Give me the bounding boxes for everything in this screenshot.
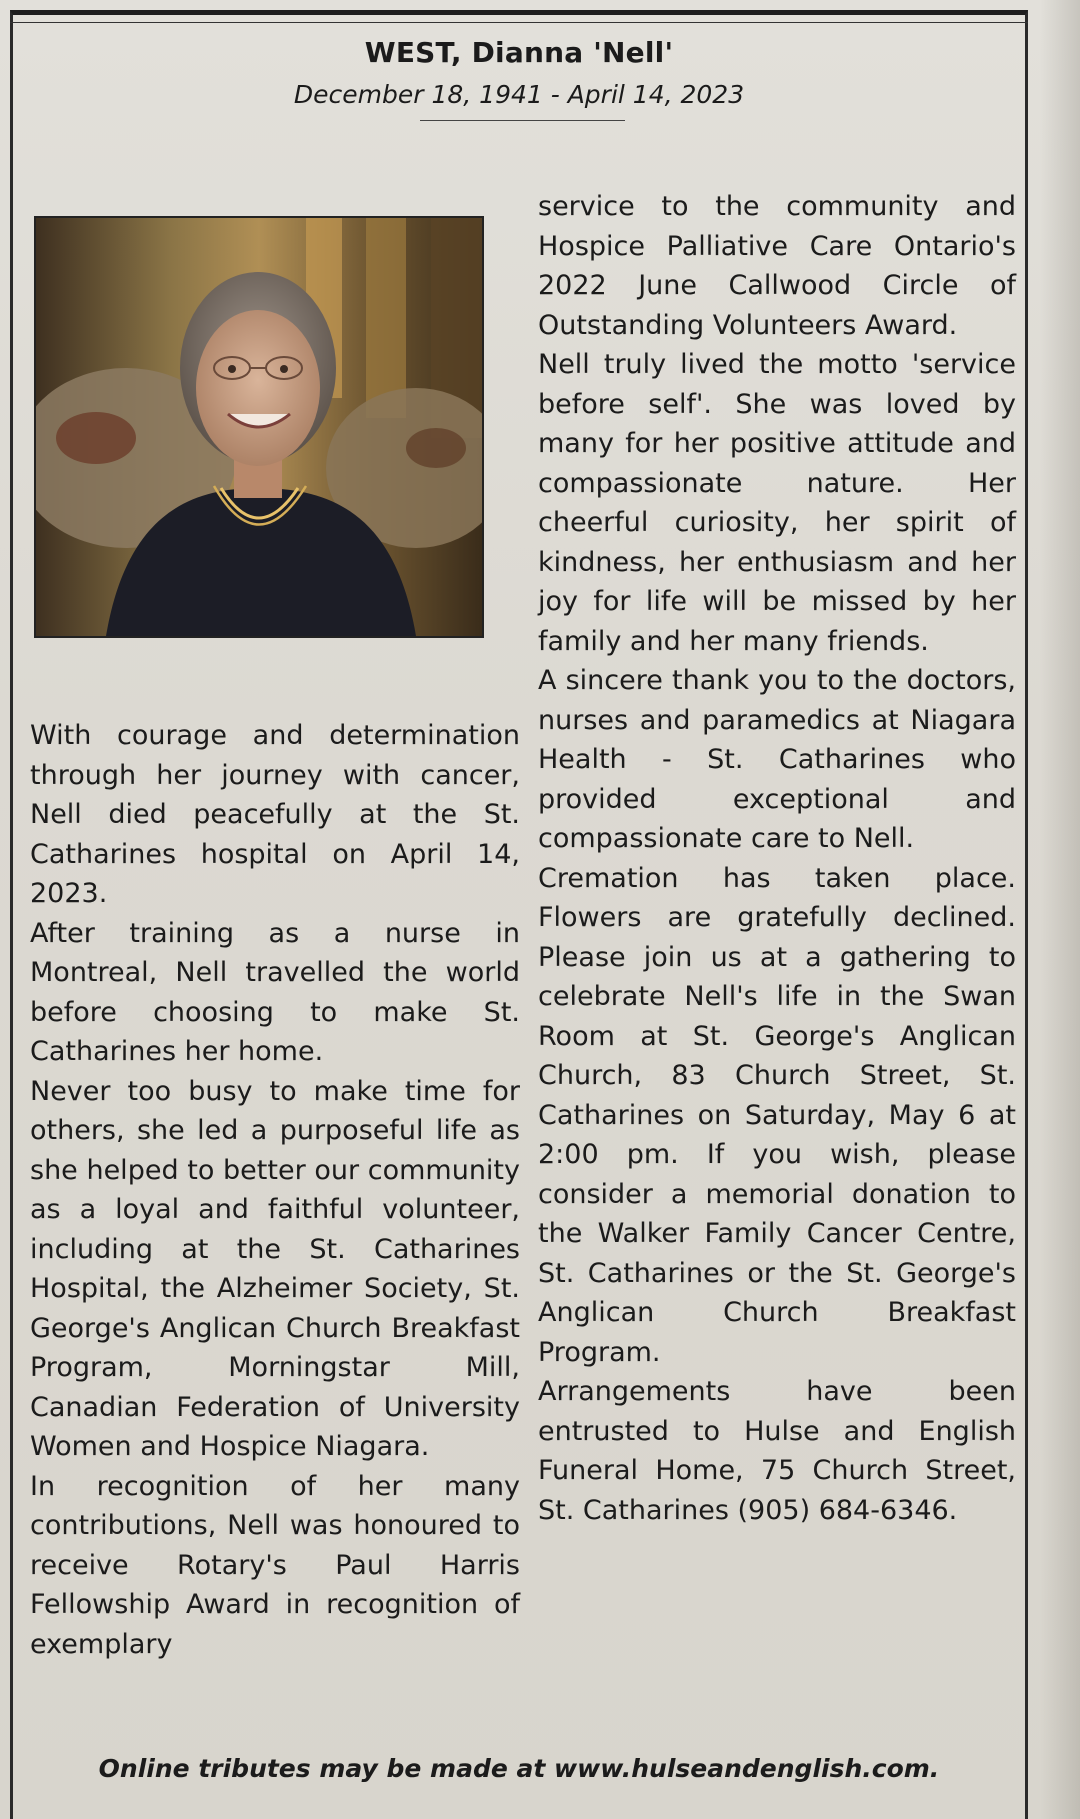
deceased-name: WEST, Dianna 'Nell' bbox=[364, 36, 674, 69]
frame-top-rule bbox=[10, 22, 1028, 23]
portrait-photo bbox=[34, 216, 484, 638]
paragraph-service-details: Cremation has taken place. Flowers are gratefully declined. Please join us at a gathering to celebrate Nell's life in the Swan Room at St. George's Anglican Church, 83 Church Street, St. Catharines on Saturday, May 6 at 2:00 pm. If you wish, please consider a memorial donation to the Walker Family Cancer Centre, St. Catharines or the St. George's Anglican Church Breakfast Program. bbox=[538, 862, 1016, 1368]
header-divider bbox=[420, 120, 625, 121]
paragraph-career: After training as a nurse in Montreal, Nell travelled the world before choosing to make St. Catharines her home. bbox=[30, 917, 520, 1067]
page-edge-shadow bbox=[1040, 0, 1080, 1819]
portrait-photo-icon bbox=[36, 218, 482, 636]
paragraph-motto: Nell truly lived the motto 'service before self'. She was loved by many for her positive attitude and compassionate nature. Her cheerful curiosity, her spirit of kindness, her enthusiasm and her joy for life will be missed by her family and her many friends. bbox=[538, 349, 1016, 657]
life-dates: December 18, 1941 - April 14, 2023 bbox=[293, 80, 745, 109]
online-tributes-note: Online tributes may be made at www.hulseandenglish.com. bbox=[98, 1754, 940, 1783]
paragraph-award: service to the community and Hospice Palliative Care Ontario's 2022 June Callwood Circle of Outstanding Volunteers Award. bbox=[538, 191, 1016, 341]
paragraph-arrangements: Arrangements have been entrusted to Hulse and English Funeral Home, 75 Church Street, St. Catharines (905) 684-6346. bbox=[538, 1376, 1016, 1526]
paragraph-recognition: In recognition of her many contributions, Nell was honoured to receive Rotary's Paul Harris Fellowship Award in recognition of exemplary bbox=[30, 1470, 520, 1660]
paragraph-passing: With courage and determination through her journey with cancer, Nell died peacefully at the St. Catharines hospital on April 14, 2023. bbox=[30, 720, 520, 909]
paragraph-volunteer: Never too busy to make time for others, she led a purposeful life as she helped to better our community as a loyal and faithful volunteer, including at the St. Catharines Hospital, the Alzheimer Society, St. George's Anglican Church Breakfast Program, Morningstar Mill, Canadian Federation of University Women and Hospice Niagara. bbox=[30, 1075, 520, 1462]
right-column bbox=[538, 187, 1016, 1530]
left-column bbox=[30, 716, 520, 1664]
paragraph-thanks: A sincere thank you to the doctors, nurses and paramedics at Niagara Health - St. Catharines who provided exceptional and compassionate care to Nell. bbox=[538, 665, 1016, 854]
